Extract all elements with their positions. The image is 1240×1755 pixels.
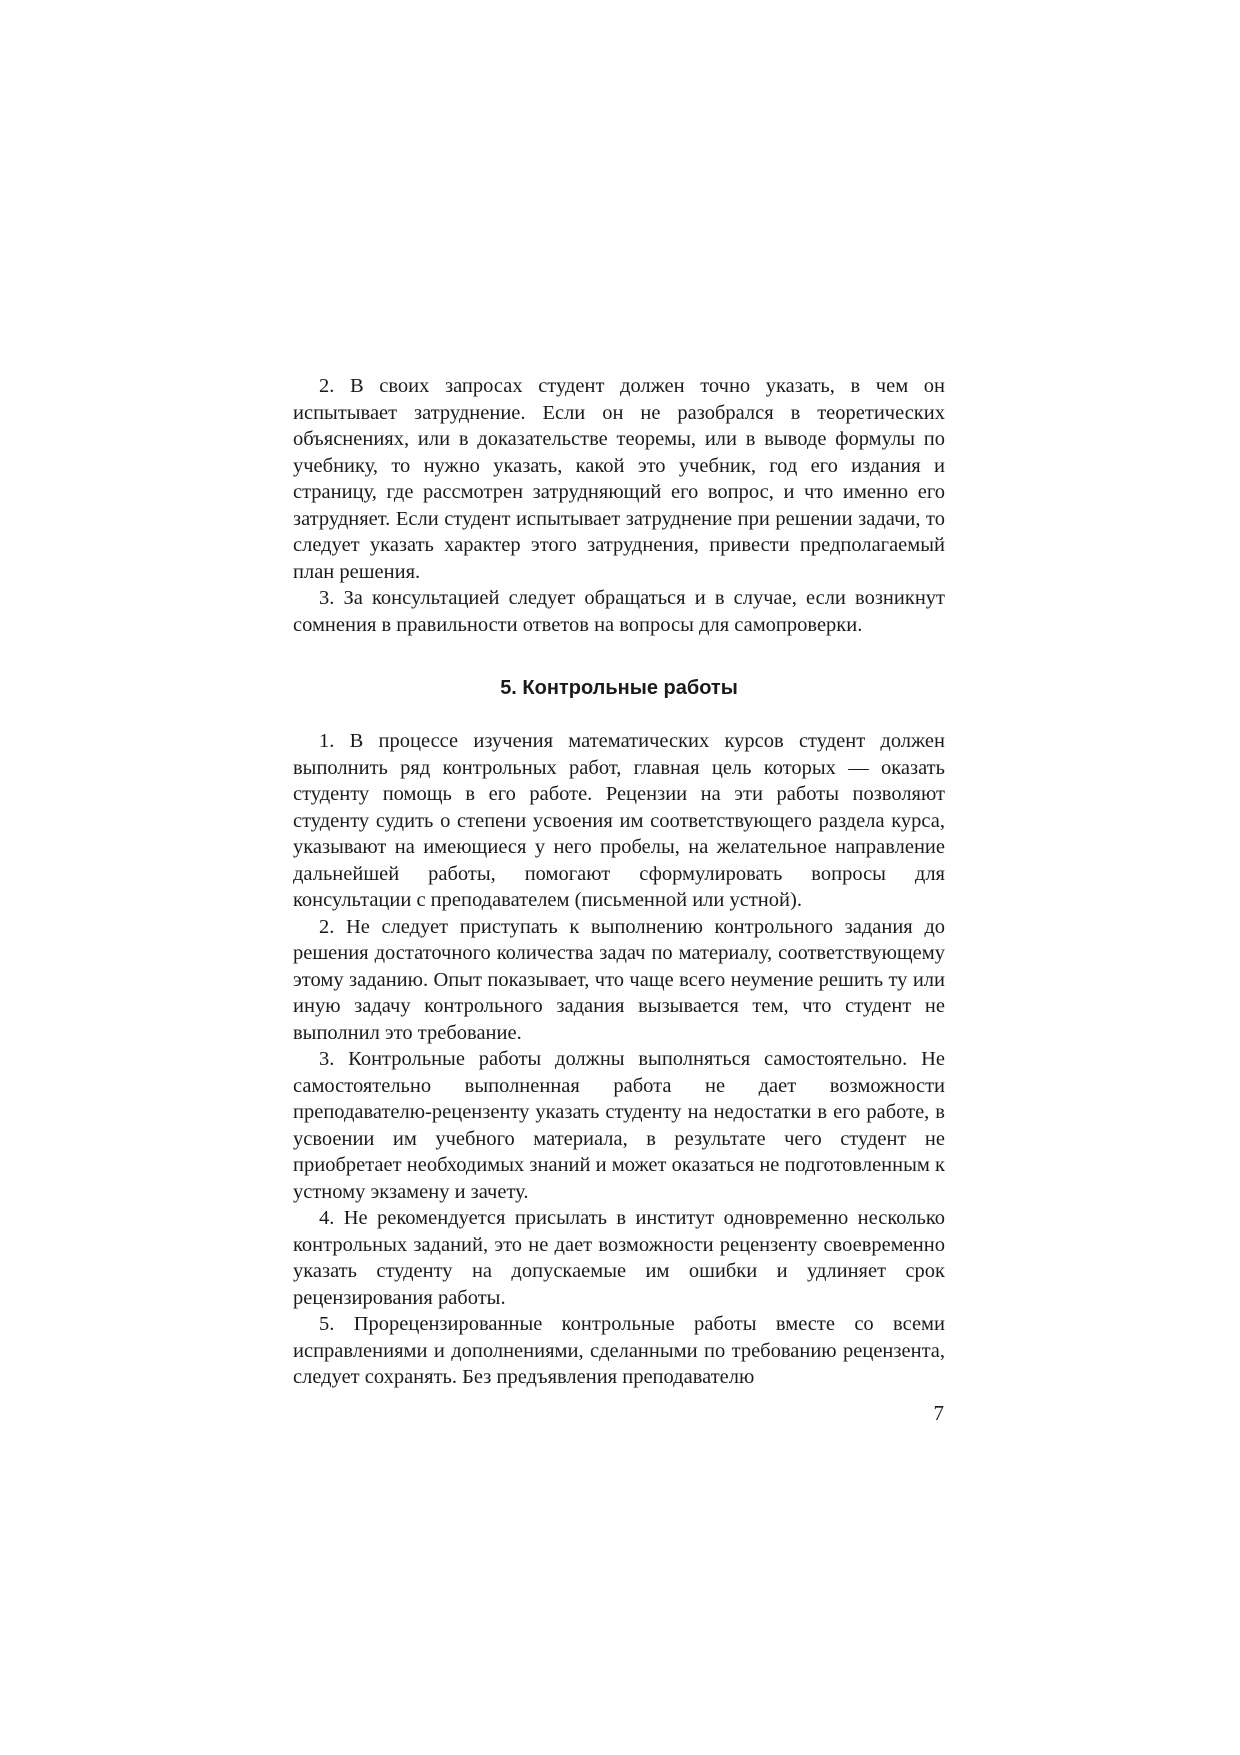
paragraph-1-control-works-purpose: 1. В процессе изучения математических курсов студент должен выполнить ряд контрольных работ, главная цель которых — оказать студенту помощь в его работе. Рецензии на эти работы позволяют студенту судить о степени усвоения им соответствующего раздела курса, указывают на имеющиеся у него пробелы, на желательное направление дальнейшей работы, помогают сформулировать вопросы для консультации с преподавателем (письменной или устной). xyxy=(293,730,945,911)
section-heading-control-works: 5. Контрольные работы xyxy=(500,677,738,699)
paragraph-3-work-independently: 3. Контрольные работы должны выполняться самостоятельно. Не самостоятельно выполненная работа не дает возможности преподавателю-рецензенту указать студенту на недостатки в его работе, в усвоении им учебного материала, в результате чего студент не приобретает необходимых знаний и может оказаться не подготовленным к устному экзамену и зачету. xyxy=(293,1048,945,1203)
page-number: 7 xyxy=(933,1401,944,1425)
paragraph-2-consultation-requests: 2. В своих запросах студент должен точно указать, в чем он испытывает затруднение. Если он не разобрался в теоретических объяснениях, или в доказательстве теоремы, или в выводе формулы по учебнику, то нужно указать, какой это учебник, год его издания и страницу, где рассмотрен затрудняющий его вопрос, и что именно его затрудняет. Если студент испытывает затруднение при решении задачи, то следует указать характер этого затруднения, привести предполагаемый план решения. xyxy=(293,375,945,583)
paragraph-4-submission-timing: 4. Не рекомендуется присылать в институт одновременно несколько контрольных заданий, это не дает возможности рецензенту своевременно указать студенту на допускаемые им ошибки и удлиняет срок рецензирования работы. xyxy=(293,1207,945,1309)
consultation-section-text xyxy=(293,373,945,638)
control-works-section-text xyxy=(293,728,945,1391)
paragraph-5-keep-reviewed-works: 5. Прорецензированные контрольные работы вместе со всеми исправлениями и дополнениями, сделанными по требованию рецензента, следует сохранять. Без предъявления преподавателю xyxy=(293,1313,945,1388)
paragraph-3-consultation-doubts: 3. За консультацией следует обращаться и в случае, если возникнут сомнения в правильности ответов на вопросы для самопроверки. xyxy=(293,587,945,636)
paragraph-2-solve-problems-first: 2. Не следует приступать к выполнению контрольного задания до решения достаточного количества задач по материалу, соответствующему этому заданию. Опыт показывает, что чаще всего неумение решить ту или иную задачу контрольного задания вызывается тем, что студент не выполнил это требование. xyxy=(293,915,945,1044)
